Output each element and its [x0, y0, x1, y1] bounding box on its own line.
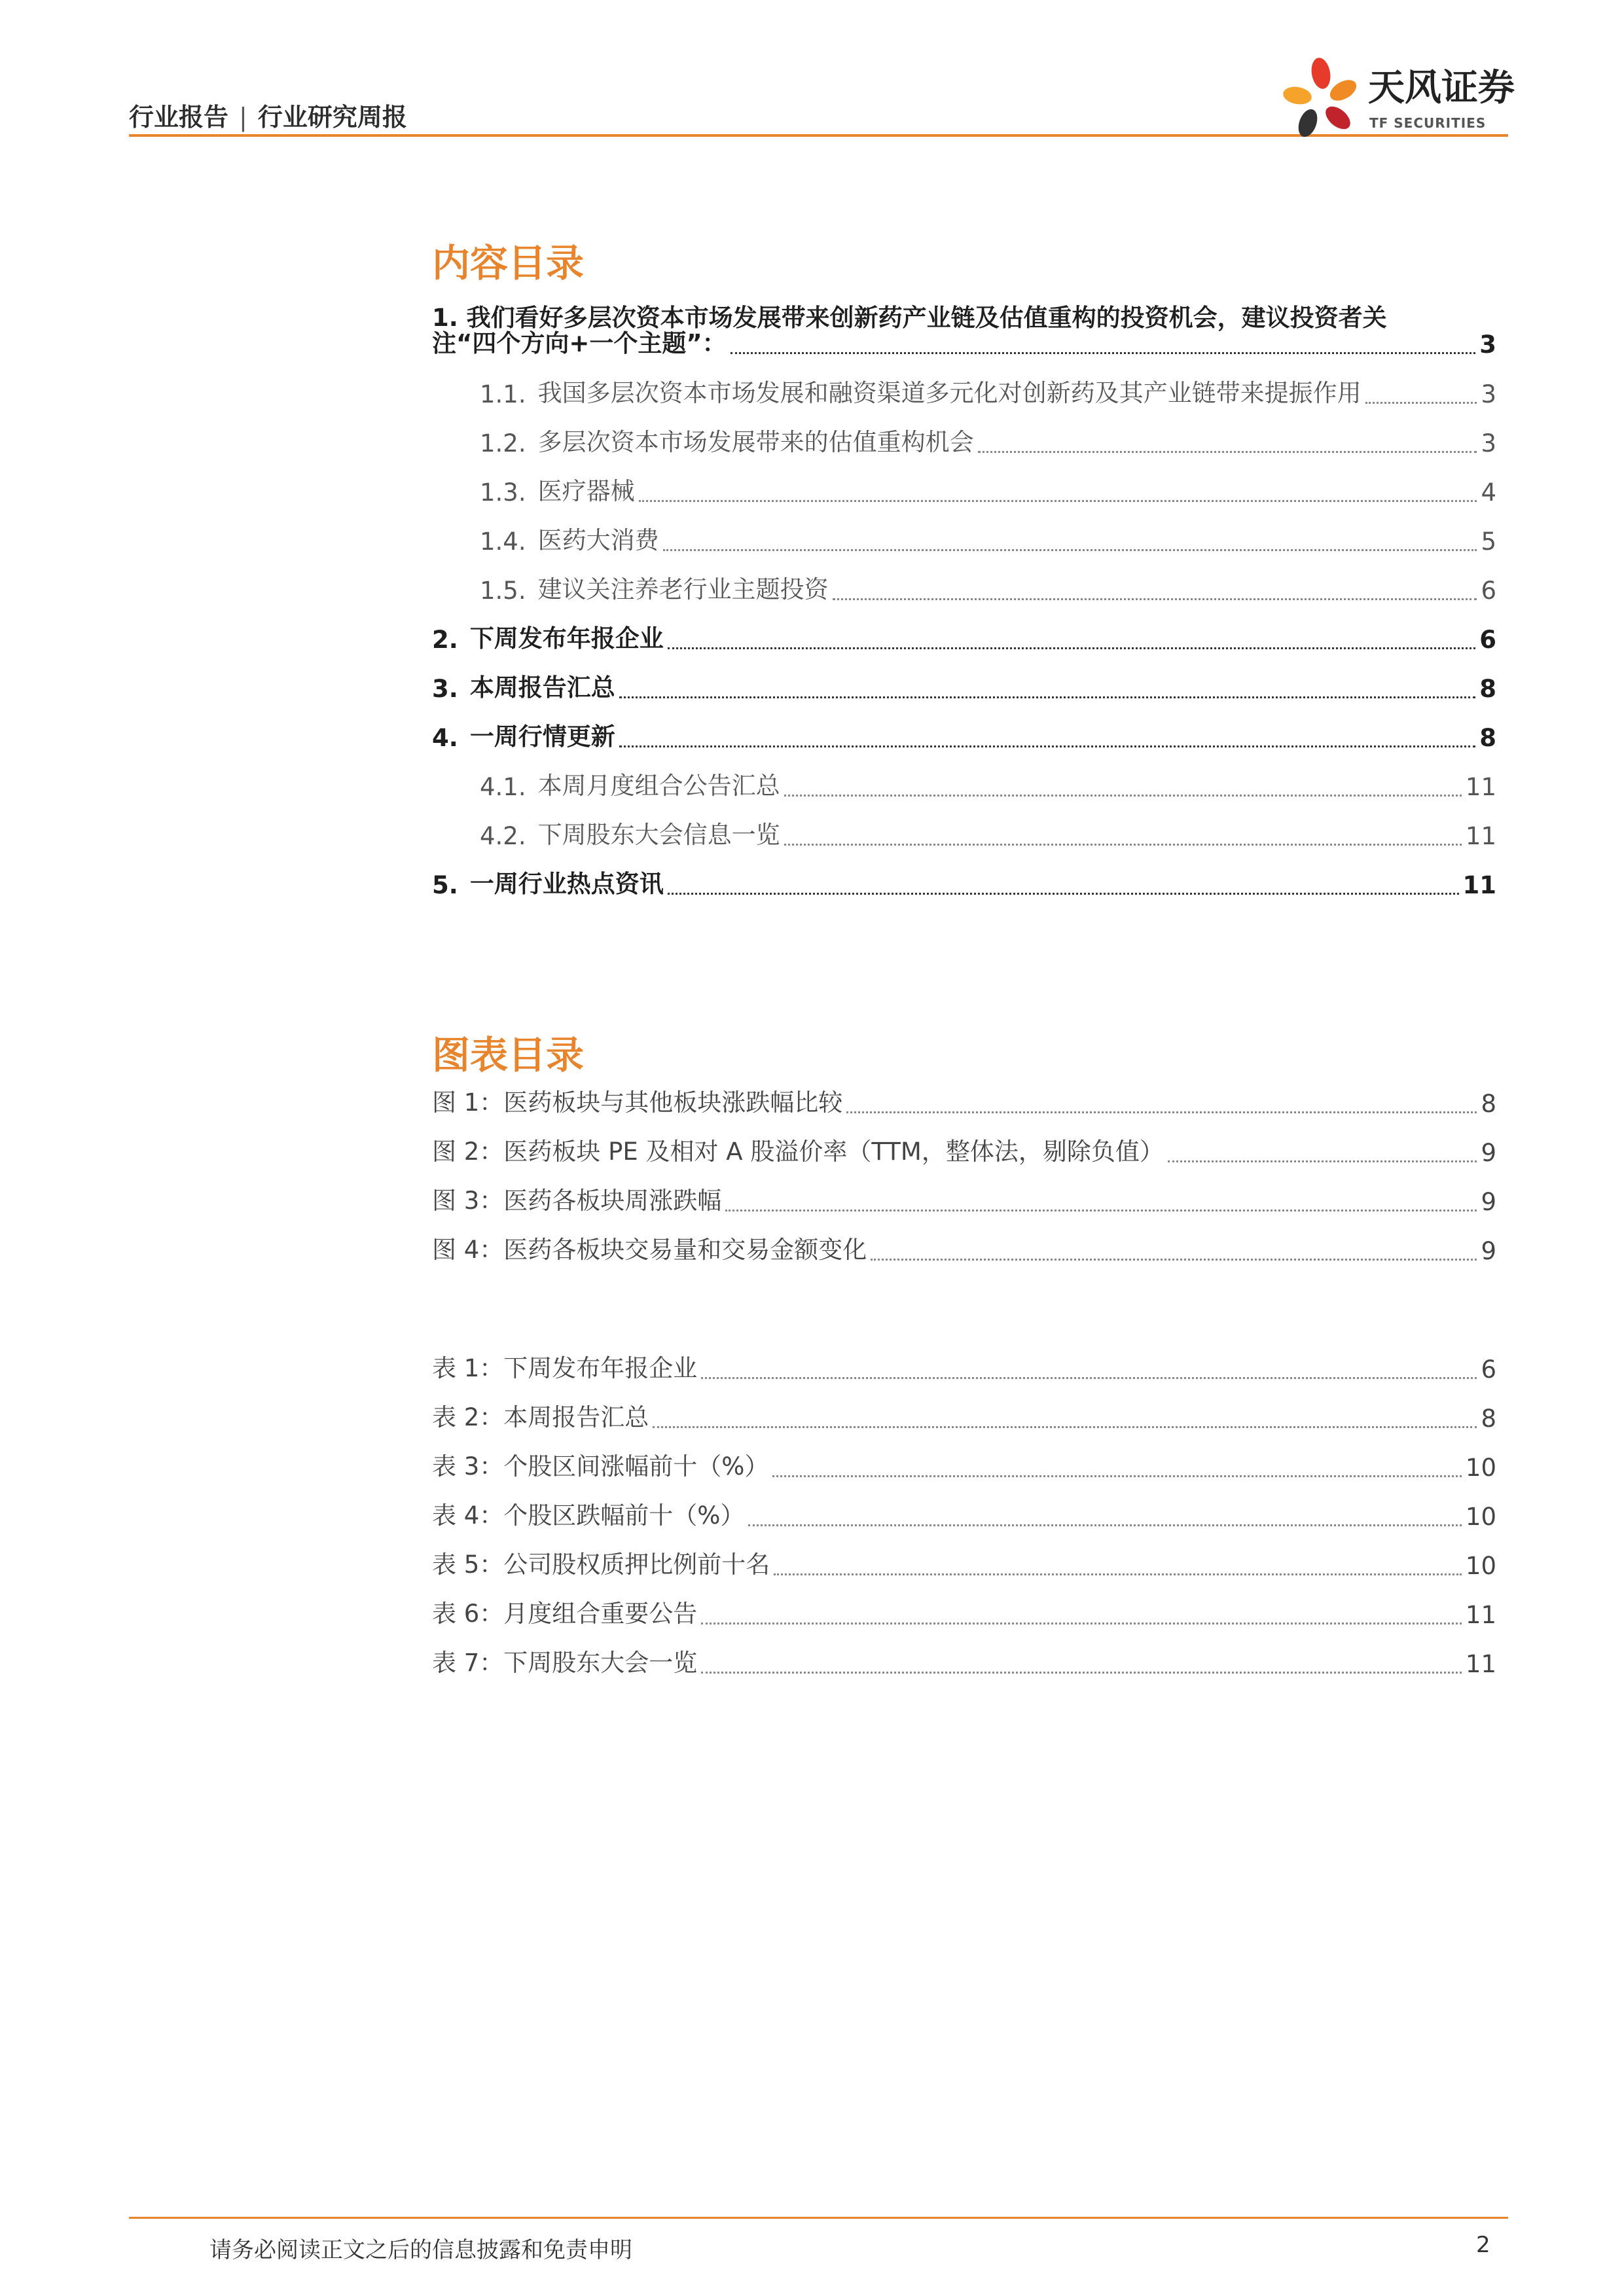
- table-entry-text: 表 6：月度组合重要公告: [432, 1600, 698, 1628]
- table-entry[interactable]: [432, 1403, 1496, 1433]
- table-page-number: 10: [1465, 1454, 1496, 1482]
- dot-leader: [784, 844, 1462, 846]
- toc-entry[interactable]: [480, 379, 1496, 408]
- dot-leader: [619, 745, 1475, 747]
- page-number: 2: [1476, 2232, 1490, 2258]
- dot-leader: [639, 500, 1477, 502]
- toc-entry-text: 下周发布年报企业: [469, 624, 664, 653]
- logo-english-name: TF SECURITIES: [1369, 115, 1487, 131]
- figure-page-number: 9: [1481, 1188, 1496, 1216]
- dot-leader: [833, 598, 1477, 600]
- toc-page-number: 6: [1481, 577, 1496, 605]
- toc-page-number: 5: [1481, 528, 1496, 556]
- toc-page-number: 6: [1479, 626, 1496, 654]
- company-logo: [1275, 52, 1524, 144]
- figure-entry-text: 图 3：医药各板块周涨跌幅: [432, 1187, 722, 1215]
- toc-number: 1.4.: [480, 528, 526, 556]
- toc-entry-text: 一周行情更新: [469, 723, 615, 751]
- dot-leader: [731, 352, 1476, 354]
- logo-chinese-name: 天风证券: [1368, 67, 1515, 109]
- toc-entry[interactable]: [432, 723, 1496, 752]
- table-entry-text: 表 4：个股区跌幅前十（%）: [432, 1501, 745, 1530]
- toc-number: 4.: [432, 724, 458, 752]
- dot-leader: [663, 549, 1477, 551]
- table-entry[interactable]: [432, 1452, 1496, 1482]
- toc-number: 5.: [432, 871, 458, 899]
- header-separator: |: [239, 103, 247, 132]
- dot-leader: [1365, 402, 1477, 404]
- toc-number: 1.3.: [480, 478, 526, 507]
- toc-entry-text: 下周股东大会信息一览: [537, 821, 780, 849]
- table-page-number: 8: [1481, 1405, 1496, 1433]
- toc-entry-1-line1[interactable]: 1. 我们看好多层次资本市场发展带来创新药产业链及估值重构的投资机会，建议投资者关: [432, 304, 1387, 332]
- dot-leader: [846, 1111, 1477, 1113]
- table-page-number: 6: [1481, 1355, 1496, 1384]
- table-entry-text: 表 2：本周报告汇总: [432, 1403, 649, 1431]
- toc-entry[interactable]: [480, 428, 1496, 457]
- toc-number: 3.: [432, 675, 458, 703]
- figure-entry-text: 图 2：医药板块 PE 及相对 A 股溢价率（TTM，整体法，剔除负值）: [432, 1138, 1164, 1166]
- toc-number: 1.5.: [480, 577, 526, 605]
- figure-entry[interactable]: [432, 1187, 1496, 1216]
- dot-leader: [1168, 1160, 1477, 1162]
- dot-leader: [701, 1672, 1462, 1674]
- toc-page-number: 8: [1479, 724, 1496, 752]
- toc-number: 4.2.: [480, 822, 526, 850]
- figure-entry[interactable]: [432, 1236, 1496, 1265]
- toc-entry-text: 医疗器械: [537, 477, 635, 505]
- dot-leader: [725, 1210, 1477, 1211]
- toc-entry[interactable]: [480, 575, 1496, 605]
- toc-entry-text: 多层次资本市场发展带来的估值重构机会: [537, 428, 974, 456]
- figure-page-number: 9: [1481, 1139, 1496, 1167]
- table-page-number: 10: [1465, 1552, 1496, 1580]
- toc-entry[interactable]: [432, 870, 1496, 899]
- dot-leader: [871, 1259, 1477, 1261]
- dot-leader: [774, 1573, 1462, 1575]
- report-category: [129, 97, 407, 133]
- dot-leader: [784, 795, 1462, 797]
- toc-entry-text: 本周月度组合公告汇总: [537, 772, 780, 800]
- dot-leader: [619, 696, 1475, 698]
- table-entry-text: 表 5：公司股权质押比例前十名: [432, 1551, 770, 1579]
- table-entry-text: 表 3：个股区间涨幅前十（%）: [432, 1452, 769, 1480]
- toc-entry-text: 我国多层次资本市场发展和融资渠道多元化对创新药及其产业链带来提振作用: [537, 379, 1362, 407]
- table-entry[interactable]: [432, 1649, 1496, 1678]
- toc-entry[interactable]: [432, 673, 1496, 703]
- figure-entry-text: 图 4：医药各板块交易量和交易金额变化: [432, 1236, 867, 1264]
- toc-entry-text: 一周行业热点资讯: [469, 870, 664, 898]
- toc-page-number: 11: [1462, 871, 1496, 899]
- toc-entry[interactable]: [480, 526, 1496, 556]
- toc-entry-text: 本周报告汇总: [469, 673, 615, 702]
- toc-entry[interactable]: [480, 772, 1496, 801]
- figure-page-number: 8: [1481, 1090, 1496, 1118]
- figure-page-number: 9: [1481, 1237, 1496, 1265]
- toc-page-number: 11: [1465, 773, 1496, 801]
- footer-divider: [129, 2217, 1508, 2219]
- toc-entry-text: 建议关注养老行业主题投资: [537, 575, 829, 603]
- dot-leader: [653, 1426, 1477, 1428]
- table-page-number: 11: [1465, 1601, 1496, 1629]
- toc-number: 2.: [432, 626, 458, 654]
- table-entry[interactable]: [432, 1354, 1496, 1384]
- toc-entry[interactable]: [480, 477, 1496, 507]
- toc-number: 1.2.: [480, 429, 526, 457]
- toc-number: 4.1.: [480, 773, 526, 801]
- dot-leader: [748, 1524, 1461, 1526]
- subcategory-label: 行业研究周报: [257, 103, 407, 132]
- figure-entry-text: 图 1：医药板块与其他板块涨跌幅比较: [432, 1088, 843, 1117]
- table-entry-text: 表 1：下周发布年报企业: [432, 1354, 698, 1382]
- table-entry[interactable]: [432, 1600, 1496, 1629]
- dot-leader: [701, 1377, 1477, 1379]
- toc-entry-text: 医药大消费: [537, 526, 659, 554]
- toc-entry-text: 注“四个方向+一个主题”：: [432, 329, 727, 357]
- figures-title: 图表目录: [432, 1033, 585, 1077]
- category-label: 行业报告: [129, 103, 229, 132]
- table-page-number: 11: [1465, 1650, 1496, 1678]
- dot-leader: [668, 647, 1475, 649]
- toc-page-number: 3: [1481, 380, 1496, 408]
- figure-entry[interactable]: [432, 1088, 1496, 1118]
- toc-page-number: 8: [1479, 675, 1496, 703]
- toc-page-number: 3: [1479, 331, 1496, 359]
- toc-number: 1.1.: [480, 380, 526, 408]
- toc-entry-1-line2[interactable]: [432, 329, 1496, 359]
- flower-logo-icon: [1275, 52, 1367, 144]
- dot-leader: [772, 1475, 1461, 1477]
- table-entry[interactable]: [432, 1551, 1496, 1580]
- dot-leader: [668, 893, 1459, 895]
- toc-entry[interactable]: [432, 624, 1496, 654]
- table-entry-text: 表 7：下周股东大会一览: [432, 1649, 698, 1677]
- toc-entry[interactable]: [480, 821, 1496, 850]
- footer-disclaimer: 请务必阅读正文之后的信息披露和免责申明: [209, 2237, 632, 2263]
- dot-leader: [701, 1623, 1462, 1624]
- table-page-number: 10: [1465, 1503, 1496, 1531]
- figure-entry[interactable]: [432, 1138, 1496, 1167]
- table-entry[interactable]: [432, 1501, 1496, 1531]
- toc-page-number: 3: [1481, 429, 1496, 457]
- toc-page-number: 11: [1465, 822, 1496, 850]
- dot-leader: [978, 451, 1477, 453]
- contents-title: 内容目录: [432, 241, 585, 285]
- toc-page-number: 4: [1481, 478, 1496, 507]
